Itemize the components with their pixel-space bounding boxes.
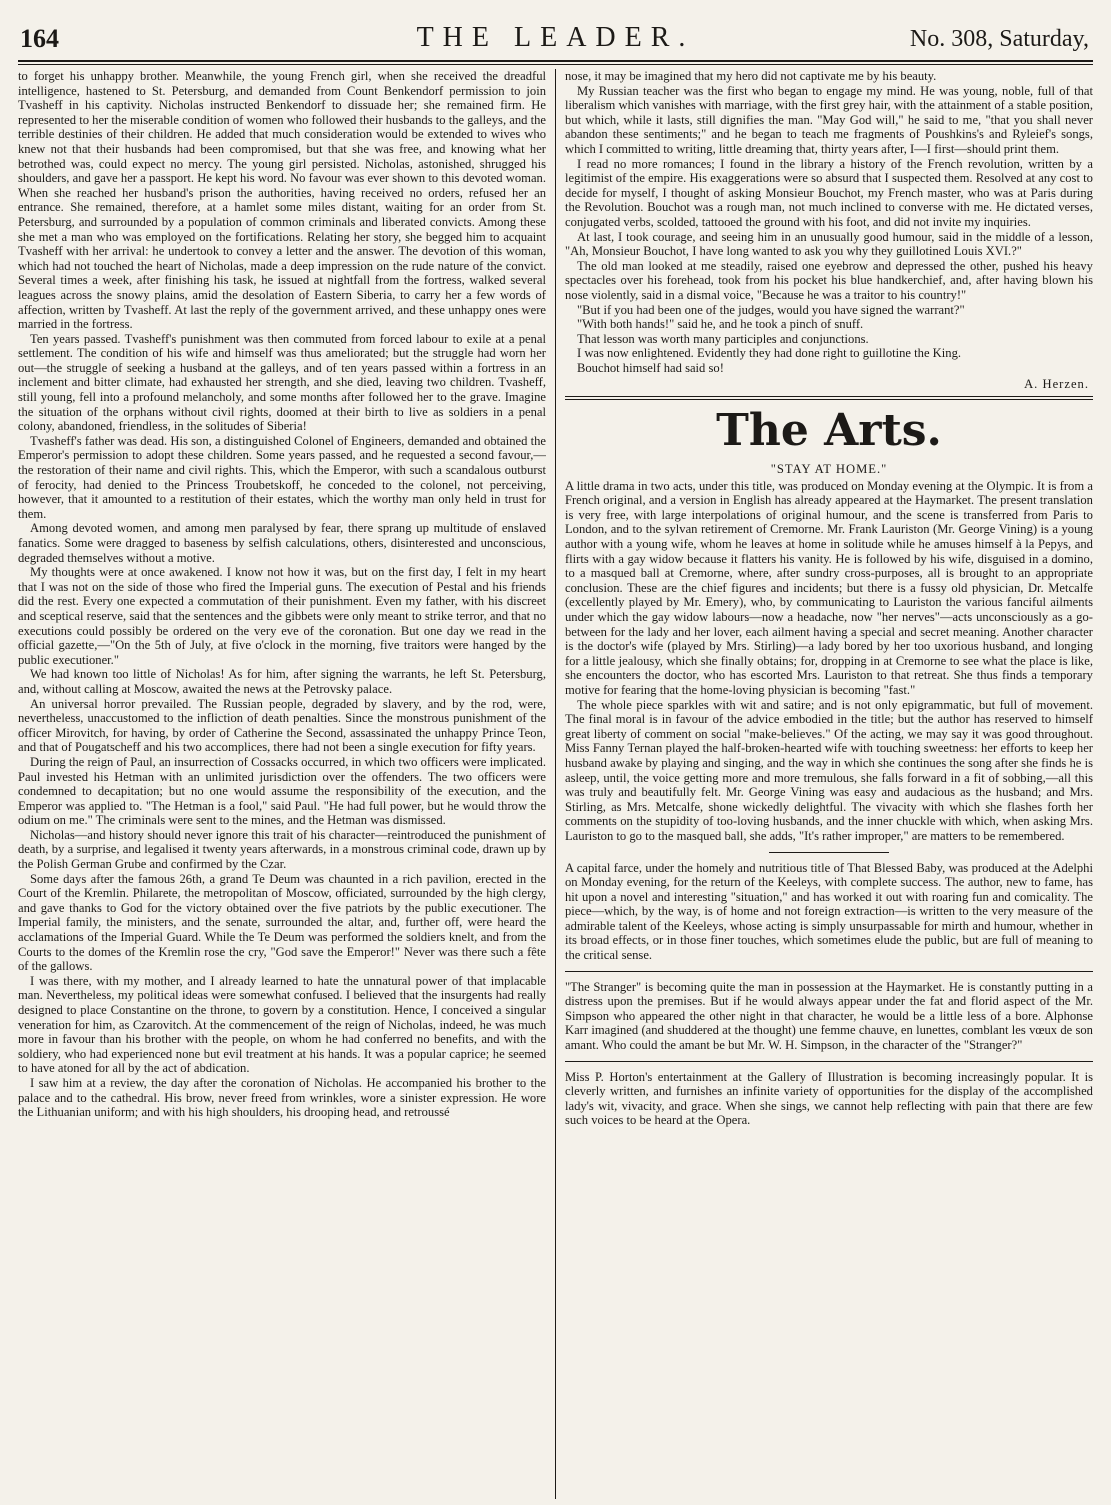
left-column <box>18 69 546 1499</box>
newspaper-title: THE LEADER. <box>416 22 695 53</box>
review-paragraph: "The Stranger" is becoming quite the man in possession at the Haymarket. He is constantly putting in a distress upon the premises. But if he would always appear under the fat and florid aspect of the Mr. Simpson who appeared the other night in that character, he would be a little less of a bore. Alphonse Karr imagined (and shuddered at the thought) une femme chauve, en lunettes, comblant les vœux de son amant. Who could the amant be but Mr. W. H. Simpson, in the character of the "Stranger?" <box>564 979 1093 1053</box>
article-paragraph: Nicholas—and history should never ignore this trait of his character—reintroduced the punishment of death, by a surprise, and legalised it twenty years afterwards, in a monstrous criminal code, drawn up by the Polish German Grube and confirmed by the Czar. <box>18 827 546 872</box>
article-paragraph: At last, I took courage, and seeing him in an unusually good humour, said in the middle of a lesson, "Ah, Monsieur Bouchot, I have long wanted to ask you why they guillotined Louis XVI.?" <box>564 229 1093 259</box>
review-paragraph: A capital farce, under the homely and nutritious title of That Blessed Baby, was produced at the Adelphi on Monday evening, for the return of the Keeleys, with complete success. The author, new to fame, has hit upon a novel and interesting "situation," and has worked it out with roaring fun and comicality. The piece—which, by the way, is of home and not foreign extraction—is written to the very measure of the admirable talent of the Keeleys, whose acting is simply unsurpassable for mirth and humour, whether in its broad effects, or in those finer touches, which sometimes elude the public, but are full of meaning to the critical sense. <box>564 860 1093 963</box>
article-paragraph: nose, it may be imagined that my hero did not captivate me by his beauty. <box>564 69 937 83</box>
article-paragraph: Tvasheff's father was dead. His son, a distinguished Colonel of Engineers, demanded and obtained the Emperor's permission to adopt these children. Some years passed, and he requested a second favour,—the restoration of their name and civil rights. This, which the Emperor, with such a scandalous outburst of ferocity, had denied to the Princess Troubetskoff, he conceded to the colonel, not perceiving, however, that it amounted to a restitution of their estates, which the worthy man only held in trust for them. <box>18 433 546 521</box>
article-paragraph: to forget his unhappy brother. Meanwhile, the young French girl, when she received the dreadful intelligence, hastened to St. Petersburg, and demanded from Count Benkendorf permission to join Tvasheff in his captivity. Nicholas instructed Benkendorf to dissuade her; she remained firm. He represented to her the miserable condition of women who followed their husbands to the galleys, and the terrible destinies of their children. He added that much consideration would be extended to wives who knew not that their husbands had been compromised, but that she was free, and knowing what her betrothed was, could expect no mercy. The young girl persisted. Nicholas, astonished, shrugged his shoulders, and gave her a passport. He kept his word. No favour was ever shown to this devoted woman. When she reached her husband's prison the authorities, having received no orders, refused her an entrance. She remained, therefore, at a hamlet some miles distant, waiting for an order from St. Petersburg, and surrounded by a population of common criminals and liberated convicts. Among these she met a man who was employed on the fortifications. Relating her story, she begged him to acquaint Tvasheff with her arrival: he undertook to convey a letter and the answer. The devotion of this woman, which had not touched the heart of Nicholas, made a deep impression on the rude nature of the convict. Several times a week, after finishing his task, he issued at nightfall from the fortress, walked several leagues across the snowy plains, amid the desolation of Eastern Siberia, to carry her a few words of affection, written by Tvasheff. At last the reply of the government arrived, and these unhappy ones were married in the fortress. <box>18 69 546 332</box>
article-paragraph: I was there, with my mother, and I already learned to hate the unnatural power of that implacable man. Nevertheless, my political ideas were somewhat confused. I believed that the insurgents had really designed to place Constantine on the throne, to govern by a constitution. Hence, I conceived a singular veneration for him, as Czarovitch. At the commencement of the reign of Nicholas, indeed, he was much more in favour than his brother with the people, on whom he had conferred no benefits, and with the soldiery, who had experienced none but evil treatment at his hands. It was a popular caprice; he seemed to have atoned for all by the act of abdication. <box>18 973 546 1076</box>
page-number: 164 <box>20 24 59 53</box>
article-paragraph: That lesson was worth many participles and conjunctions. <box>576 331 869 346</box>
divider-rule <box>565 971 1093 972</box>
article-paragraph: Bouchot himself had said so! <box>576 360 724 375</box>
article-paragraph: I was now enlightened. Evidently they had done right to guillotine the King. <box>576 346 962 361</box>
article-paragraph: I saw him at a review, the day after the coronation of Nicholas. He accompanied his brother to the palace and to the cathedral. His brow, never freed from wrinkles, wore a sinister expression. He wore the Lithuanian uniform; and with his high shoulders, his drooping head, and retroussé <box>18 1075 546 1120</box>
right-column <box>565 69 1093 1499</box>
article-paragraph: Some days after the famous 26th, a grand Te Deum was chaunted in a rich pavilion, erected in the Court of the Kremlin. Philarete, the metropolitan of Moscow, officiated, surrounded by the high clergy, and gave thanks to God for the victory obtained over the five patriots by the public executioner. The Imperial family, the ministers, and the senate, surrounded the altar, and, further off, were heard the acclamations of the Imperial Guard. While the Te Deum was performed the soldiers knelt, and from the Courts to the domes of the Kremlin rose the cry, "God save the Emperor!" Never was there such a fête of the gallows. <box>18 871 546 974</box>
header-rule <box>18 62 1093 65</box>
article-paragraph: During the reign of Paul, an insurrection of Cossacks occurred, in which two officers were implicated. Paul invested his Hetman with an unlimited jurisdiction over the offenders. The two officers were condemned to decapitation; but no one would assume the responsibility of the execution, and the Emperor was applied to. "The Hetman is a fool," said Paul. "He had full power, but he would throw the odium on me." The criminals were sent to the mines, and the Hetman was dismissed. <box>18 754 546 828</box>
arts-heading: The Arts. <box>716 405 942 457</box>
section-rule <box>565 396 1093 400</box>
issue-info: No. 308, Saturday, <box>909 26 1089 52</box>
review-paragraph: The whole piece sparkles with wit and satire; and is not only epigrammatic, but full of movement. The final moral is in favour of the advice embodied in the title; but the author has reserved to himself great liberty of comment on social "make-believes." Of the acting, we may say it was good throughout. Miss Fanny Ternan played the half-broken-hearted wife with touching sweetness: her efforts to keep her husband awake by playing and singing, and the way in which she continues the song after she finds he is asleep, until, the voice getting more and more tremulous, she falls forward in a fit of sobbing,—all this was truly and beautifully felt. Mr. George Vining was easy and audacious as the husband; and Mrs. Stirling, as Mrs. Metcalfe, shone wickedly delightful. The vivacity with which she flashes forth her comments on the stupidity of too-loving husbands, and the inner chuckle with which, when asking Mrs. Lauriston to go to the masqued ball, she adds, "It's rather improper," are matters to be remembered. <box>564 697 1093 843</box>
article-paragraph: Ten years passed. Tvasheff's punishment was then commuted from forced labour to exile at a penal settlement. The condition of his wife and himself was thus ameliorated; but the struggle had worn her out—the struggle of seeking a husband at the galleys, and of ten years passed within a fortress in an inclement and bitter climate, had exhausted her strength, and she died, leaving two children. Tvasheff, still young, fell into a profound melancholy, and some months after followed her to the grave. Imagine the situation of the orphans without civil rights, doomed at their birth to live as soldiers in a penal colony, abandoned, friendless, in the solitudes of Siberia! <box>18 331 546 434</box>
article-paragraph: My thoughts were at once awakened. I know not how it was, but on the first day, I felt in my heart that I was not on the side of those who fired the Imperial guns. The execution of Pestal and his friends did the rest. Every one expected a commutation of their punishment. Even my father, with his discreet and sceptical reserve, said that the sentences and the gibbets were only meant to strike terror, and that no executions could possibly be ordered on the very eve of the coronation. But one day we read in the official gazette,—"On the 5th of July, at five o'clock in the morning, five traitors were hanged by the public executioner." <box>18 565 546 667</box>
article-paragraph: Among devoted women, and among men paralysed by fear, there sprang up multitude of enslaved fanatics. Some were dragged to baseness by selfish calculations, others, disinterested and unconscious, degraded themselves without a motive. <box>18 521 546 565</box>
article-paragraph: "But if you had been one of the judges, would you have signed the warrant?" <box>576 302 965 317</box>
review-paragraph: A little drama in two acts, under this title, was produced on Monday evening at the Olympic. It is from a French original, and a version in English has already appeared at the Haymarket. The present translation is very free, with large interpolations of original humour, and the scene is transferred from Paris to London, and to the sylvan retirement of Cremorne. Mr. Frank Lauriston (Mr. George Vining) is a young author with a young wife, whom he leaves at home in solitude while he amuses himself à la Pepys, and flirts with a gay widow because it flatters his vanity. He is followed by his wife, disguised in a domino, to a masqued ball at Cremorne, where, after sundry cross-purposes, all is brought to an appropriate conclusion. These are the chief figures and incidents; but there is a fussy old physician, Dr. Metcalfe (excellently played by Mr. Emery), who, by communicating to Lauriston the various fanciful ailments under which the gay widow labours—now a headache, now "her nerves"—acts unconsciously as a go-between for the lady and her lover, each ailment having a special and secret meaning. Another character is the doctor's wife (played by Mrs. Stirling)—a lady bored by her too uxorious husband, and longing for a little jealousy, which she finally obtains; for, dropping in at Cremorne to see what the place is like, she encounters the doctor, who has escorted Mrs. Lauriston to that retreat. She thus finds a temporary motive for fearing that the home-loving physician is becoming "fast." <box>564 478 1093 697</box>
review-paragraph: Miss P. Horton's entertainment at the Gallery of Illustration is becoming increasingly popular. It is cleverly written, and furnishes an infinite variety of opportunities for the display of the accomplished lady's wit, vivacity, and grace. When she sings, we cannot help reflecting with pain that there are few such voices to be heard at the Opera. <box>564 1069 1093 1128</box>
masthead <box>18 14 1093 62</box>
article-paragraph: An universal horror prevailed. The Russian people, degraded by slavery, and by the rod, were, nevertheless, unaccustomed to the infliction of death penalties. Since the monstrous punishment of the officer Mirovitch, for having, by order of Catherine the Second, assassinated the unhappy Prince Teon, and that of Pougatscheff and his two accomplices, there had not been a single execution for fifty years. <box>18 696 546 755</box>
column-divider <box>555 69 556 1499</box>
article-paragraph: My Russian teacher was the first who began to engage my mind. He was young, noble, full of that liberalism which vanishes with marriage, with the first grey hair, with the attainment of a stable position, but which, while it lasts, still dignifies the man. "May God will," he said to me, "that you shall never abandon these sentiments;" and he began to teach me fragments of Poushkins's and Ryleief's songs, which I committed to writing, little dreaming that, thirty years after, I—I first—should print them. <box>564 83 1093 156</box>
short-rule <box>769 852 889 853</box>
article-paragraph: "With both hands!" said he, and he took a pinch of snuff. <box>576 317 864 332</box>
article-paragraph: The old man looked at me steadily, raised one eyebrow and depressed the other, pushed his heavy spectacles over his forehead, took from his pocket his blue handkerchief, and, after having blown his nose violently, said in a dismal voice, "Because he was a traitor to his country!" <box>564 258 1093 302</box>
article-paragraph: We had known too little of Nicholas! As for him, after signing the warrants, he left St. Petersburg, and, without calling at Moscow, awaited the news at the Petrovsky palace. <box>18 667 546 696</box>
review-title: "STAY AT HOME." <box>770 462 888 477</box>
article-paragraph: I read no more romances; I found in the library a history of the French revolution, written by a legitimist of the empire. His exaggerations were so absurd that I suspected them. Resolved at any cost to decide for myself, I thought of asking Monsieur Bouchot, my French master, who was at Paris during the Revolution. Bouchot was a rough man, not much inclined to converse with me. He dictated verses, conjugated verbs, scolded, tattooed the ground with his foot, and did not invite my inquiries. <box>564 156 1093 229</box>
divider-rule <box>565 1061 1093 1062</box>
author-signature: A. Herzen. <box>1024 377 1089 392</box>
columns <box>18 69 1093 1499</box>
